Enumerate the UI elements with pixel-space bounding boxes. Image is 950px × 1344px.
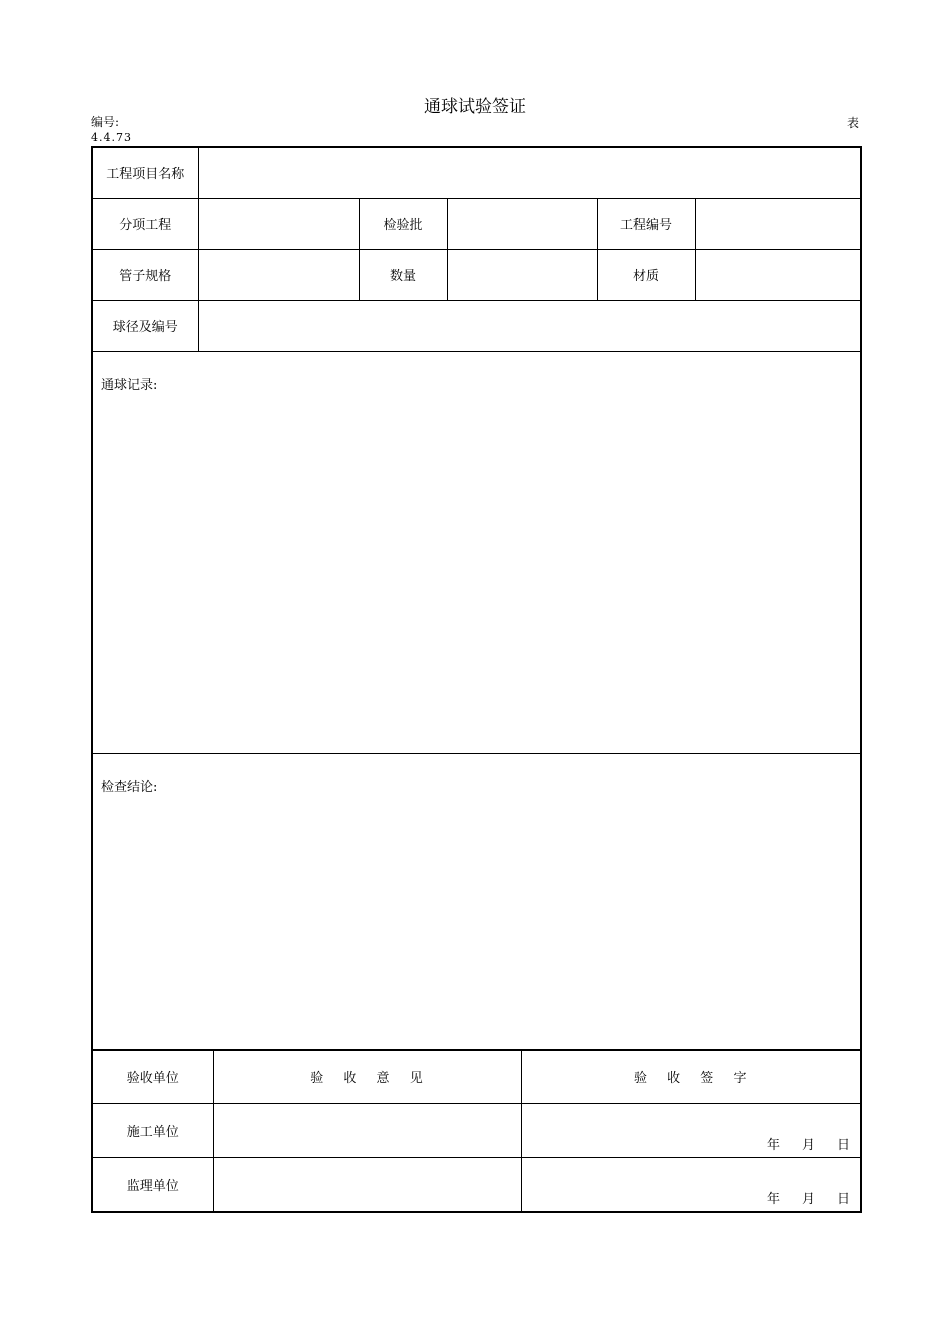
record-label: 通球记录: <box>101 377 158 393</box>
opinion-header: 验 收 意 见 <box>213 1050 521 1104</box>
date-year: 年 <box>766 1138 780 1153</box>
material-field[interactable] <box>695 249 861 300</box>
record-row <box>92 351 861 753</box>
material-label: 材质 <box>597 249 695 300</box>
unit-header: 验收单位 <box>92 1050 213 1104</box>
signoff-table <box>91 1049 862 1213</box>
record-section[interactable] <box>92 351 861 753</box>
date-day: 日 <box>836 1191 850 1207</box>
date-day: 日 <box>836 1138 850 1153</box>
date-month: 月 <box>801 1191 815 1207</box>
project-name-row <box>92 147 861 198</box>
construction-signature-field[interactable] <box>521 1104 861 1158</box>
signature-header: 验 收 签 字 <box>521 1050 861 1104</box>
sub-project-label: 分项工程 <box>92 198 198 249</box>
supervision-unit-row <box>92 1158 861 1212</box>
number-label: 编号: <box>91 115 120 129</box>
supervision-date <box>745 1188 850 1207</box>
inspection-batch-label: 检验批 <box>359 198 447 249</box>
page-title: 通球试验签证 <box>424 97 526 117</box>
construction-unit-row <box>92 1104 861 1158</box>
construction-unit-label: 施工单位 <box>92 1104 213 1158</box>
project-name-label: 工程项目名称 <box>92 147 198 198</box>
conclusion-section[interactable] <box>92 753 861 1050</box>
construction-opinion-field[interactable] <box>213 1104 521 1158</box>
quantity-label: 数量 <box>359 249 447 300</box>
inspection-batch-field[interactable] <box>447 198 597 249</box>
pipe-spec-field[interactable] <box>198 249 359 300</box>
date-year: 年 <box>766 1191 780 1207</box>
pipe-spec-label: 管子规格 <box>92 249 198 300</box>
conclusion-label: 检查结论: <box>101 779 158 795</box>
form-table <box>91 146 862 1051</box>
table-label: 表 <box>846 116 859 130</box>
project-name-field[interactable] <box>198 147 861 198</box>
construction-date <box>745 1134 850 1153</box>
date-month: 月 <box>801 1138 815 1153</box>
quantity-field[interactable] <box>447 249 597 300</box>
table-code: 4.4.73 <box>91 131 132 144</box>
signoff-header-row <box>92 1050 861 1104</box>
pipe-spec-row <box>92 249 861 300</box>
ball-diameter-row <box>92 300 861 351</box>
ball-diameter-field[interactable] <box>198 300 861 351</box>
supervision-signature-field[interactable] <box>521 1158 861 1212</box>
supervision-unit-label: 监理单位 <box>92 1158 213 1212</box>
sub-project-row <box>92 198 861 249</box>
supervision-opinion-field[interactable] <box>213 1158 521 1212</box>
ball-diameter-label: 球径及编号 <box>92 300 198 351</box>
project-number-label: 工程编号 <box>597 198 695 249</box>
conclusion-row <box>92 753 861 1050</box>
sub-project-field[interactable] <box>198 198 359 249</box>
project-number-field[interactable] <box>695 198 861 249</box>
